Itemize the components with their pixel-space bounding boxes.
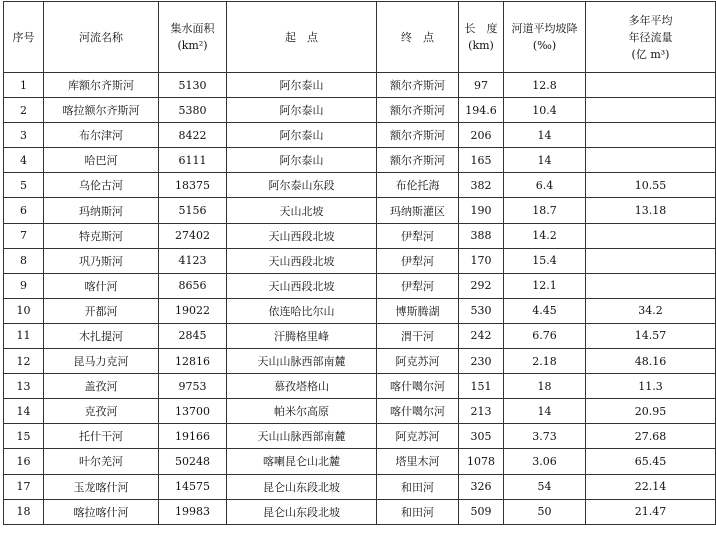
table-row <box>4 273 716 298</box>
cell-end: 玛纳斯灌区 <box>377 198 459 223</box>
table-row <box>4 424 716 449</box>
cell-slope: 3.06 <box>504 449 586 474</box>
cell-slope: 10.4 <box>504 98 586 123</box>
cell-length: 242 <box>459 323 504 348</box>
header-slope <box>504 2 586 73</box>
cell-flow: 14.57 <box>586 323 716 348</box>
cell-start: 慕孜塔格山 <box>227 374 377 399</box>
cell-river-name: 布尔津河 <box>44 123 159 148</box>
table-row <box>4 73 716 98</box>
cell-seq: 16 <box>4 449 44 474</box>
cell-flow: 22.14 <box>586 474 716 499</box>
cell-end: 伊犁河 <box>377 223 459 248</box>
header-start-text: 起 点 <box>285 30 318 44</box>
cell-start: 阿尔泰山 <box>227 123 377 148</box>
cell-flow: 10.55 <box>586 173 716 198</box>
cell-slope: 3.73 <box>504 424 586 449</box>
cell-area: 14575 <box>159 474 227 499</box>
cell-seq: 6 <box>4 198 44 223</box>
header-flow-line3: (亿 m³) <box>631 47 670 61</box>
cell-flow: 21.47 <box>586 499 716 524</box>
cell-length: 305 <box>459 424 504 449</box>
cell-flow: 13.18 <box>586 198 716 223</box>
cell-river-name: 托什干河 <box>44 424 159 449</box>
cell-length: 151 <box>459 374 504 399</box>
cell-flow: 27.68 <box>586 424 716 449</box>
cell-seq: 4 <box>4 148 44 173</box>
header-flow <box>586 2 716 73</box>
cell-seq: 18 <box>4 499 44 524</box>
cell-end: 喀什噶尔河 <box>377 374 459 399</box>
header-length-line1: 长 度 <box>464 22 498 35</box>
cell-start: 喀喇昆仑山北麓 <box>227 449 377 474</box>
header-length-line2: (km) <box>468 39 494 52</box>
cell-river-name: 昆马力克河 <box>44 349 159 374</box>
cell-area: 5156 <box>159 198 227 223</box>
table-row <box>4 223 716 248</box>
cell-slope: 54 <box>504 474 586 499</box>
cell-slope: 15.4 <box>504 248 586 273</box>
cell-area: 13700 <box>159 399 227 424</box>
cell-area: 19166 <box>159 424 227 449</box>
cell-slope: 14.2 <box>504 223 586 248</box>
cell-length: 382 <box>459 173 504 198</box>
cell-area: 6111 <box>159 148 227 173</box>
cell-start: 天山北坡 <box>227 198 377 223</box>
cell-end: 塔里木河 <box>377 449 459 474</box>
cell-river-name: 玉龙喀什河 <box>44 474 159 499</box>
cell-start: 天山西段北坡 <box>227 273 377 298</box>
table-row <box>4 399 716 424</box>
cell-area: 2845 <box>159 323 227 348</box>
cell-start: 昆仑山东段北坡 <box>227 499 377 524</box>
cell-length: 230 <box>459 349 504 374</box>
cell-end: 喀什噶尔河 <box>377 399 459 424</box>
cell-river-name: 巩乃斯河 <box>44 248 159 273</box>
table-row <box>4 298 716 323</box>
cell-seq: 14 <box>4 399 44 424</box>
cell-slope: 14 <box>504 123 586 148</box>
header-area-line1: 集水面积 <box>170 22 215 35</box>
table-row <box>4 449 716 474</box>
cell-area: 4123 <box>159 248 227 273</box>
cell-flow <box>586 98 716 123</box>
cell-area: 5130 <box>159 73 227 98</box>
cell-start: 天山山脉西部南麓 <box>227 349 377 374</box>
header-start <box>227 2 377 73</box>
cell-river-name: 库额尔齐斯河 <box>44 73 159 98</box>
table-row <box>4 98 716 123</box>
cell-length: 509 <box>459 499 504 524</box>
cell-slope: 12.1 <box>504 273 586 298</box>
cell-start: 天山山脉西部南麓 <box>227 424 377 449</box>
cell-end: 阿克苏河 <box>377 424 459 449</box>
header-name <box>44 2 159 73</box>
header-end <box>377 2 459 73</box>
cell-area: 18375 <box>159 173 227 198</box>
cell-slope: 14 <box>504 399 586 424</box>
cell-seq: 15 <box>4 424 44 449</box>
cell-flow <box>586 248 716 273</box>
cell-river-name: 喀拉额尔齐斯河 <box>44 98 159 123</box>
cell-river-name: 盖孜河 <box>44 374 159 399</box>
cell-length: 206 <box>459 123 504 148</box>
cell-flow <box>586 223 716 248</box>
cell-river-name: 哈巴河 <box>44 148 159 173</box>
cell-river-name: 木扎提河 <box>44 323 159 348</box>
cell-river-name: 玛纳斯河 <box>44 198 159 223</box>
cell-flow: 20.95 <box>586 399 716 424</box>
cell-length: 194.6 <box>459 98 504 123</box>
cell-start: 天山西段北坡 <box>227 248 377 273</box>
cell-river-name: 喀什河 <box>44 273 159 298</box>
cell-start: 阿尔泰山 <box>227 98 377 123</box>
table-row <box>4 499 716 524</box>
cell-flow <box>586 273 716 298</box>
cell-slope: 6.76 <box>504 323 586 348</box>
header-seq-text: 序号 <box>12 30 35 44</box>
cell-seq: 8 <box>4 248 44 273</box>
cell-flow <box>586 123 716 148</box>
header-area-line2: (km²) <box>177 39 208 52</box>
cell-seq: 13 <box>4 374 44 399</box>
table-row <box>4 374 716 399</box>
cell-end: 额尔齐斯河 <box>377 123 459 148</box>
header-flow-line1: 多年平均 <box>628 13 673 27</box>
table-row <box>4 323 716 348</box>
cell-area: 5380 <box>159 98 227 123</box>
header-length <box>459 2 504 73</box>
cell-slope: 4.45 <box>504 298 586 323</box>
cell-start: 阿尔泰山东段 <box>227 173 377 198</box>
cell-end: 额尔齐斯河 <box>377 98 459 123</box>
cell-flow: 11.3 <box>586 374 716 399</box>
table-row <box>4 349 716 374</box>
cell-end: 阿克苏河 <box>377 349 459 374</box>
cell-end: 额尔齐斯河 <box>377 73 459 98</box>
table-row <box>4 148 716 173</box>
table-row <box>4 474 716 499</box>
cell-length: 292 <box>459 273 504 298</box>
cell-flow: 34.2 <box>586 298 716 323</box>
cell-length: 530 <box>459 298 504 323</box>
cell-end: 布伦托海 <box>377 173 459 198</box>
cell-seq: 11 <box>4 323 44 348</box>
header-name-text: 河流名称 <box>79 30 123 44</box>
cell-slope: 6.4 <box>504 173 586 198</box>
cell-slope: 14 <box>504 148 586 173</box>
cell-area: 19022 <box>159 298 227 323</box>
cell-length: 213 <box>459 399 504 424</box>
cell-seq: 2 <box>4 98 44 123</box>
table-row <box>4 123 716 148</box>
table-row <box>4 248 716 273</box>
header-area <box>159 2 227 73</box>
cell-start: 阿尔泰山 <box>227 148 377 173</box>
table-row <box>4 173 716 198</box>
cell-seq: 3 <box>4 123 44 148</box>
header-flow-line2: 年径流量 <box>628 30 673 44</box>
cell-slope: 12.8 <box>504 73 586 98</box>
cell-length: 170 <box>459 248 504 273</box>
cell-end: 额尔齐斯河 <box>377 148 459 173</box>
cell-river-name: 喀拉喀什河 <box>44 499 159 524</box>
header-row <box>4 2 716 73</box>
cell-area: 8656 <box>159 273 227 298</box>
cell-length: 1078 <box>459 449 504 474</box>
header-seq <box>4 2 44 73</box>
cell-end: 和田河 <box>377 499 459 524</box>
cell-slope: 18 <box>504 374 586 399</box>
cell-seq: 10 <box>4 298 44 323</box>
cell-end: 渭干河 <box>377 323 459 348</box>
header-slope-line2: (‰) <box>532 39 557 52</box>
cell-start: 依连哈比尔山 <box>227 298 377 323</box>
cell-seq: 7 <box>4 223 44 248</box>
cell-area: 50248 <box>159 449 227 474</box>
cell-slope: 2.18 <box>504 349 586 374</box>
cell-area: 27402 <box>159 223 227 248</box>
cell-end: 伊犁河 <box>377 273 459 298</box>
header-end-text: 终 点 <box>401 30 434 44</box>
cell-seq: 1 <box>4 73 44 98</box>
cell-start: 帕米尔高原 <box>227 399 377 424</box>
cell-length: 165 <box>459 148 504 173</box>
cell-end: 和田河 <box>377 474 459 499</box>
cell-flow <box>586 148 716 173</box>
cell-slope: 18.7 <box>504 198 586 223</box>
cell-area: 8422 <box>159 123 227 148</box>
cell-start: 天山西段北坡 <box>227 223 377 248</box>
cell-slope: 50 <box>504 499 586 524</box>
cell-area: 19983 <box>159 499 227 524</box>
cell-start: 阿尔泰山 <box>227 73 377 98</box>
cell-flow <box>586 73 716 98</box>
cell-flow: 48.16 <box>586 349 716 374</box>
cell-area: 12816 <box>159 349 227 374</box>
cell-seq: 17 <box>4 474 44 499</box>
cell-start: 昆仑山东段北坡 <box>227 474 377 499</box>
cell-length: 190 <box>459 198 504 223</box>
cell-length: 326 <box>459 474 504 499</box>
cell-river-name: 克孜河 <box>44 399 159 424</box>
river-table <box>3 1 716 525</box>
cell-river-name: 开都河 <box>44 298 159 323</box>
cell-end: 伊犁河 <box>377 248 459 273</box>
header-slope-line1: 河道平均坡降 <box>511 22 578 35</box>
cell-area: 9753 <box>159 374 227 399</box>
cell-length: 388 <box>459 223 504 248</box>
cell-seq: 5 <box>4 173 44 198</box>
cell-start: 汗腾格里峰 <box>227 323 377 348</box>
cell-flow: 65.45 <box>586 449 716 474</box>
cell-length: 97 <box>459 73 504 98</box>
cell-end: 博斯腾湖 <box>377 298 459 323</box>
table-row <box>4 198 716 223</box>
cell-seq: 9 <box>4 273 44 298</box>
table-body <box>4 73 716 525</box>
cell-seq: 12 <box>4 349 44 374</box>
cell-river-name: 特克斯河 <box>44 223 159 248</box>
cell-river-name: 乌伦古河 <box>44 173 159 198</box>
cell-river-name: 叶尔羌河 <box>44 449 159 474</box>
